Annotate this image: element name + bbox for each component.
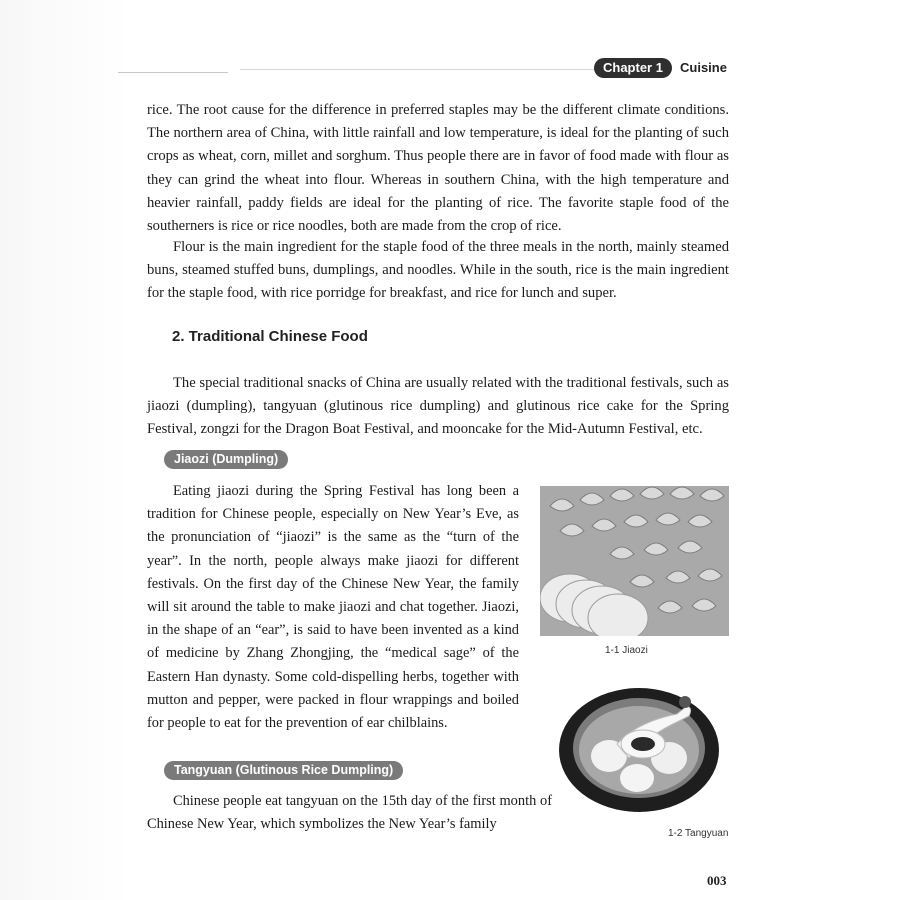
paragraph-staples-climate: rice. The root cause for the difference in preferred staples may be the different climate conditions. The northern area of China, with little rainfall and low temperature, is ideal for the planting of such crops as wheat, corn, millet and sorghum. Thus people there are in favor of food made with flour as they can grind the wheat into flour. Whereas in southern China, with the high temperature and heavier rainfall, paddy fields are ideal for the planting of rice. The favorite staple food of the southerners is rice or rice noodles, both are made from the crop of rice. bbox=[147, 102, 729, 235]
paragraph-traditional-snacks: The special traditional snacks of China are usually related with the traditional festivals, such as jiaozi (dumpling), tangyuan (glutinous rice dumpling) and glutinous rice cake for the Spring Festival, zongzi for the Dragon Boat Festival, and mooncake for the Mid-Autumn Festival, etc. bbox=[147, 375, 729, 438]
tangyuan-photo bbox=[557, 686, 721, 814]
subsection-label-tangyuan: Tangyuan (Glutinous Rice Dumpling) bbox=[164, 761, 403, 780]
chapter-label: Chapter 1 bbox=[594, 58, 672, 78]
figure-1-caption: 1-1 Jiaozi bbox=[605, 645, 648, 656]
chapter-title: Cuisine bbox=[680, 60, 727, 75]
paragraph-tangyuan: Chinese people eat tangyuan on the 15th day of the first month of Chinese New Year, which symbolizes the New Year’s family bbox=[147, 793, 552, 833]
section-title: 2. Traditional Chinese Food bbox=[172, 328, 368, 345]
paragraph-jiaozi: Eating jiaozi during the Spring Festival has long been a tradition for Chinese people, especially on New Year’s Eve, as the pronunciation of “jiaozi” is the same as the “turn of the year”. In the north, people always make jiaozi for different festivals. On the first day of the Chinese New Year, the family will sit around the table to make jiaozi and chat together. Jiaozi, in the shape of an “ear”, is said to have been invented as a kind of medicine by Zhang Zhongjing, the “medical sage” of the Eastern Han dynasty. Some cold-dispelling herbs, together with mutton and pepper, were packed in flour wrappings and boiled for people to eat for the prevention of ear chilblains. bbox=[147, 483, 519, 732]
figure-2-caption: 1-2 Tangyuan bbox=[668, 828, 729, 839]
jiaozi-photo bbox=[540, 486, 729, 636]
jiaozi-illustration bbox=[540, 486, 729, 636]
binding-shadow bbox=[0, 0, 130, 900]
header-rule bbox=[240, 69, 595, 70]
tangyuan-illustration bbox=[557, 686, 721, 814]
paragraph-flour-rice: Flour is the main ingredient for the staple food of the three meals in the north, mainly steamed buns, steamed stuffed buns, dumplings, and noodles. While in the south, rice is the main ingredient for the staple food, with rice porridge for breakfast, and rice for lunch and super. bbox=[147, 239, 729, 302]
header-rule-left bbox=[118, 72, 228, 73]
page-number: 003 bbox=[707, 873, 727, 888]
subsection-label-jiaozi: Jiaozi (Dumpling) bbox=[164, 450, 288, 469]
